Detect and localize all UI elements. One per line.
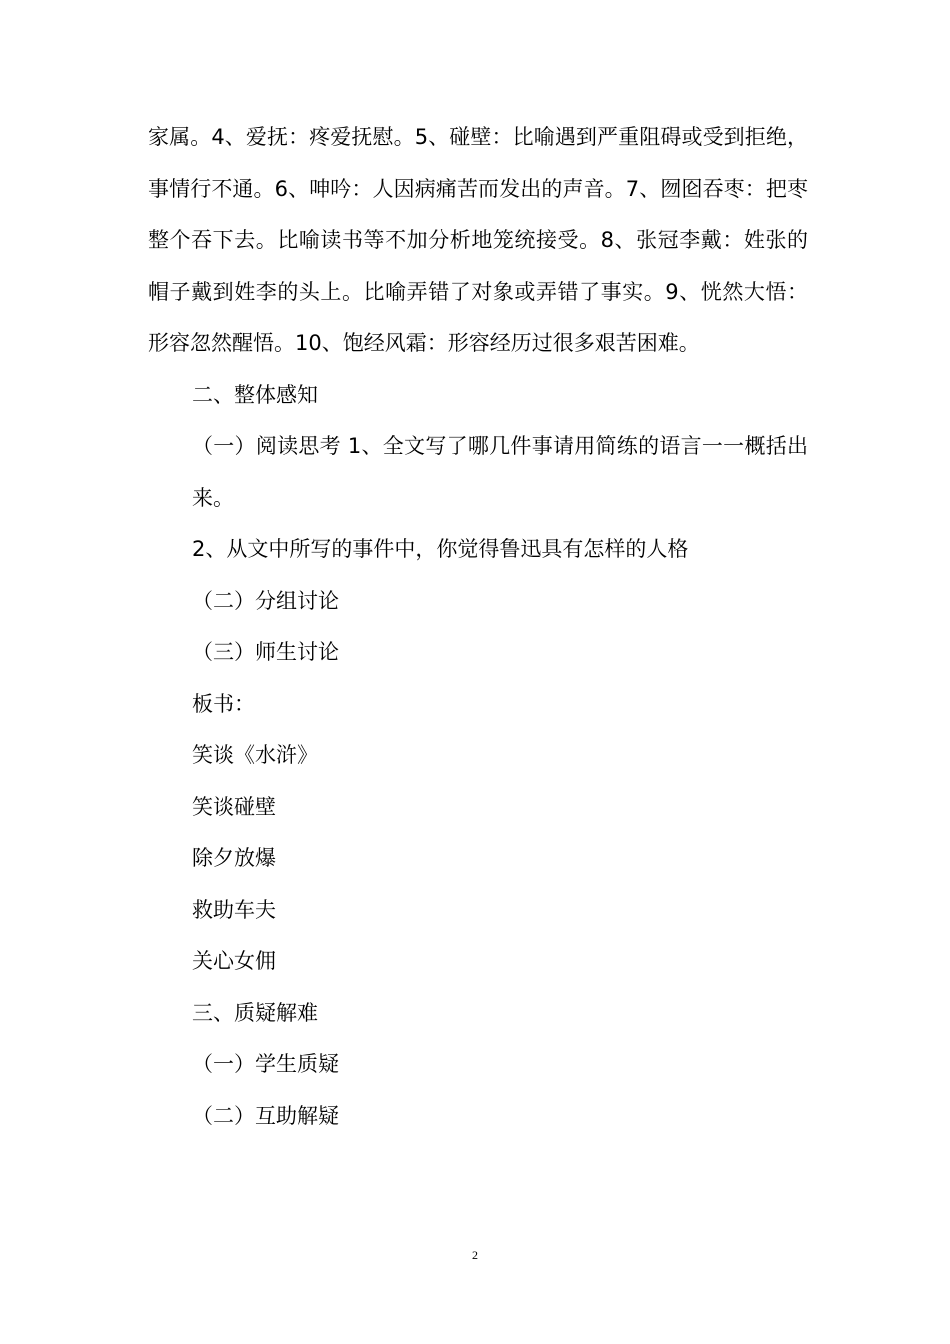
section-heading-overall-perception: 二、整体感知 bbox=[192, 382, 318, 407]
paragraph-teacher-student-discussion: （三）师生讨论 bbox=[192, 640, 339, 664]
blackboard-item: 关心女佣 bbox=[192, 949, 276, 973]
paragraph-definitions: 家属。4、爱抚：疼爱抚慰。5、碰壁：比喻遇到严重阻碍或受到拒绝，事情行不通。6、呻吟：人因病痛苦而发出的声音。7、囫囵吞枣：把枣整个吞下去。比喻读书等不加分析地笼统接受。8、张冠李戴：姓张的帽子戴到姓李的头上。比喻弄错了对象或弄错了事实。9、恍然大悟：形容忽然醒悟。10、饱经风霜：形容经历过很多艰苦困难。 bbox=[148, 125, 808, 355]
section-heading-questions: 三、质疑解难 bbox=[192, 1000, 318, 1025]
paragraph-reading-thinking: （一）阅读思考 1、全文写了哪几件事请用简练的语言一一概括出来。 bbox=[192, 434, 808, 510]
blackboard-item: 笑谈碰壁 bbox=[192, 794, 276, 819]
blackboard-item: 除夕放爆 bbox=[192, 846, 276, 870]
paragraph-student-questions: （一）学生质疑 bbox=[192, 1052, 339, 1076]
page-body bbox=[148, 112, 808, 1142]
paragraph-mutual-help: （二）互助解疑 bbox=[192, 1103, 339, 1128]
blackboard-item: 笑谈《水浒》 bbox=[192, 743, 318, 767]
page-number: 2 bbox=[472, 1248, 478, 1262]
paragraph-blackboard-label: 板书： bbox=[192, 691, 255, 716]
blackboard-item: 救助车夫 bbox=[192, 897, 276, 922]
paragraph-question-2: 2、从文中所写的事件中，你觉得鲁迅具有怎样的人格 bbox=[192, 537, 689, 561]
paragraph-group-discussion: （二）分组讨论 bbox=[192, 588, 339, 613]
